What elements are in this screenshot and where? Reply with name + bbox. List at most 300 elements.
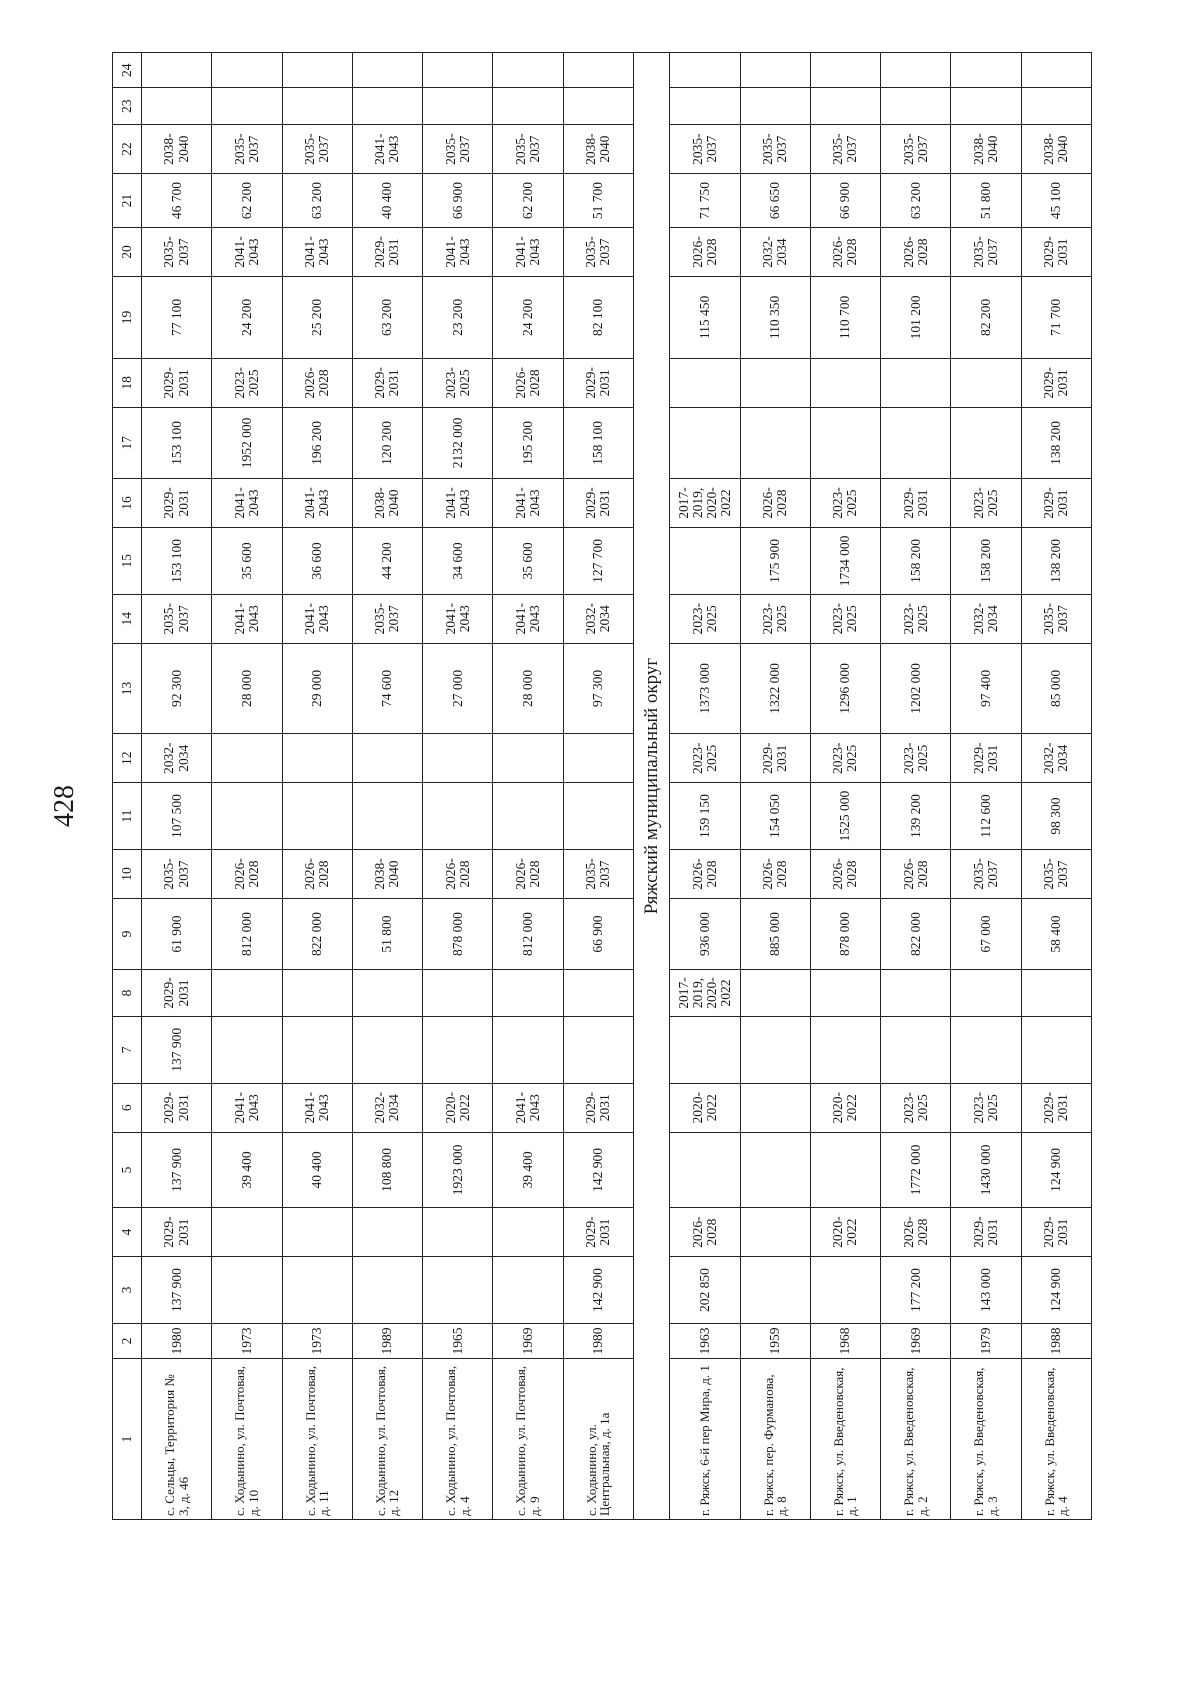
value-cell [810,1017,880,1083]
column-number-17: 17 [113,408,142,479]
address-cell: г. Ряжск, ул. Введеновская, д. 2 [881,1359,951,1520]
value-cell: 24 200 [212,277,282,359]
column-number-1: 1 [113,1359,142,1520]
value-cell: 124 900 [1021,1257,1091,1323]
value-cell: 82 100 [563,277,633,359]
table-row [563,53,633,1520]
value-cell [881,1017,951,1083]
table-row [881,53,951,1520]
value-cell: 2020-2022 [810,1083,880,1132]
value-cell: 2020-2022 [670,1083,740,1132]
value-cell [493,783,563,849]
value-cell: 66 900 [563,899,633,970]
value-cell: 142 900 [563,1257,633,1323]
value-cell: 142 900 [563,1132,633,1207]
value-cell: 2023-2025 [881,734,951,783]
value-cell: 143 000 [951,1257,1021,1323]
value-cell [352,53,422,88]
value-cell: 23 200 [423,277,493,359]
column-number-20: 20 [113,227,142,276]
column-number-12: 12 [113,734,142,783]
value-cell [810,1132,880,1207]
address-cell: с. Ходынино, ул. Почтовая, д. 4 [423,1359,493,1520]
value-cell [951,408,1021,479]
value-cell: 63 200 [282,174,352,228]
column-number-16: 16 [113,478,142,527]
column-number-23: 23 [113,88,142,124]
value-cell [212,969,282,1016]
value-cell [951,358,1021,407]
value-cell: 2041-2043 [423,594,493,643]
value-cell [352,88,422,124]
value-cell: 35 600 [212,528,282,594]
value-cell: 2041-2043 [212,227,282,276]
value-cell [951,53,1021,88]
value-cell: 2029-2031 [1021,1083,1091,1132]
value-cell [282,88,352,124]
value-cell: 159 150 [670,783,740,849]
value-cell: 66 900 [810,174,880,228]
value-cell: 1969 [881,1323,951,1358]
value-cell [212,1207,282,1256]
value-cell: 2041-2043 [352,124,422,173]
value-cell [740,1207,810,1256]
value-cell: 1963 [670,1323,740,1358]
value-cell: 112 600 [951,783,1021,849]
value-cell: 1973 [212,1323,282,1358]
value-cell: 28 000 [493,643,563,733]
value-cell: 158 200 [951,528,1021,594]
value-cell: 2023-2025 [810,594,880,643]
value-cell: 1734 000 [810,528,880,594]
column-number-5: 5 [113,1132,142,1207]
value-cell [493,1257,563,1323]
value-cell: 2035-2037 [563,849,633,898]
value-cell: 124 900 [1021,1132,1091,1207]
value-cell: 24 200 [493,277,563,359]
value-cell: 878 000 [423,899,493,970]
value-cell [881,88,951,124]
value-cell: 2035-2037 [142,227,212,276]
column-number-3: 3 [113,1257,142,1323]
value-cell: 39 400 [212,1132,282,1207]
value-cell [740,1017,810,1083]
address-cell: с. Ходынино, ул. Почтовая, д. 12 [352,1359,422,1520]
value-cell: 2038-2040 [142,124,212,173]
value-cell: 878 000 [810,899,880,970]
value-cell: 2041-2043 [493,1083,563,1132]
column-number-24: 24 [113,53,142,88]
value-cell: 127 700 [563,528,633,594]
value-cell: 2041-2043 [282,478,352,527]
value-cell [810,88,880,124]
rotated-table-container [112,52,1092,1520]
value-cell: 2026-2028 [670,849,740,898]
value-cell: 34 600 [423,528,493,594]
table-row [810,53,880,1520]
value-cell: 2020-2022 [810,1207,880,1256]
value-cell: 27 000 [423,643,493,733]
value-cell: 2026-2028 [670,1207,740,1256]
table-row [493,53,563,1520]
value-cell: 97 400 [951,643,1021,733]
section-row [634,53,670,1520]
value-cell: 44 200 [352,528,422,594]
value-cell [1021,969,1091,1016]
value-cell: 2035-2037 [951,227,1021,276]
value-cell [423,783,493,849]
value-cell [212,1017,282,1083]
value-cell: 2038-2040 [1021,124,1091,173]
value-cell: 67 000 [951,899,1021,970]
value-cell [951,1017,1021,1083]
value-cell: 35 600 [493,528,563,594]
table-body-group-2 [670,53,1092,1520]
value-cell: 25 200 [282,277,352,359]
value-cell [282,1017,352,1083]
value-cell: 2035-2037 [670,124,740,173]
value-cell: 2035-2037 [493,124,563,173]
value-cell: 2026-2028 [740,849,810,898]
value-cell: 82 200 [951,277,1021,359]
value-cell [810,408,880,479]
value-cell [881,408,951,479]
value-cell: 2038-2040 [352,849,422,898]
value-cell: 195 200 [493,408,563,479]
value-cell: 97 300 [563,643,633,733]
value-cell [493,1207,563,1256]
value-cell: 1430 000 [951,1132,1021,1207]
value-cell: 62 200 [212,174,282,228]
value-cell: 92 300 [142,643,212,733]
value-cell: 1969 [493,1323,563,1358]
value-cell [493,734,563,783]
value-cell [423,1017,493,1083]
value-cell [881,969,951,1016]
value-cell: 71 700 [1021,277,1091,359]
value-cell: 2029-2031 [740,734,810,783]
value-cell: 2041-2043 [423,227,493,276]
value-cell: 2032-2034 [951,594,1021,643]
value-cell: 2026-2028 [493,849,563,898]
value-cell: 2029-2031 [1021,478,1091,527]
value-cell: 1525 000 [810,783,880,849]
table-body-group-1 [142,53,634,1520]
value-cell: 1296 000 [810,643,880,733]
column-number-13: 13 [113,643,142,733]
value-cell: 2035-2037 [142,594,212,643]
value-cell: 812 000 [212,899,282,970]
value-cell [810,358,880,407]
value-cell: 40 400 [282,1132,352,1207]
address-cell: г. Ряжск, ул. Введеновская, д. 3 [951,1359,1021,1520]
value-cell: 85 000 [1021,643,1091,733]
value-cell: 63 200 [881,174,951,228]
value-cell: 2026-2028 [740,478,810,527]
value-cell: 2026-2028 [881,227,951,276]
value-cell: 1968 [810,1323,880,1358]
value-cell: 1959 [740,1323,810,1358]
value-cell: 2041-2043 [212,594,282,643]
value-cell: 74 600 [352,643,422,733]
value-cell [563,969,633,1016]
address-cell: г. Ряжск, пер. Фурманова, д. 8 [740,1359,810,1520]
value-cell [142,88,212,124]
value-cell: 115 450 [670,277,740,359]
column-number-18: 18 [113,358,142,407]
value-cell [951,969,1021,1016]
value-cell [740,1132,810,1207]
value-cell [423,734,493,783]
column-number-11: 11 [113,783,142,849]
value-cell: 61 900 [142,899,212,970]
value-cell: 2017-2019, 2020-2022 [670,969,740,1016]
value-cell: 1322 000 [740,643,810,733]
value-cell [282,1257,352,1323]
value-cell: 2017-2019, 2020-2022 [670,478,740,527]
address-cell: с. Ходынино, ул. Центральная, д. 1а [563,1359,633,1520]
value-cell [563,53,633,88]
value-cell: 822 000 [282,899,352,970]
value-cell: 2029-2031 [352,358,422,407]
value-cell [740,1083,810,1132]
value-cell: 153 100 [142,408,212,479]
value-cell: 1952 000 [212,408,282,479]
column-number-4: 4 [113,1207,142,1256]
value-cell [493,969,563,1016]
value-cell [212,53,282,88]
value-cell: 2029-2031 [142,1083,212,1132]
value-cell: 2023-2025 [670,594,740,643]
column-number-10: 10 [113,849,142,898]
address-cell: с. Сельцы, Территория № 3, д. 46 [142,1359,212,1520]
value-cell: 2132 000 [423,408,493,479]
value-cell: 139 200 [881,783,951,849]
column-number-8: 8 [113,969,142,1016]
value-cell: 2041-2043 [282,227,352,276]
address-cell: с. Ходынино, ул. Почтовая, д. 10 [212,1359,282,1520]
value-cell: 158 100 [563,408,633,479]
value-cell: 137 900 [142,1017,212,1083]
value-cell: 137 900 [142,1257,212,1323]
value-cell: 2026-2028 [282,358,352,407]
value-cell: 2029-2031 [881,478,951,527]
column-number-21: 21 [113,174,142,228]
value-cell: 110 350 [740,277,810,359]
value-cell [212,1257,282,1323]
column-number-7: 7 [113,1017,142,1083]
value-cell: 2041-2043 [493,594,563,643]
table-row [1021,53,1091,1520]
value-cell: 2029-2031 [352,227,422,276]
value-cell: 108 800 [352,1132,422,1207]
value-cell: 45 100 [1021,174,1091,228]
value-cell: 885 000 [740,899,810,970]
value-cell [282,734,352,783]
value-cell [352,1017,422,1083]
value-cell: 66 650 [740,174,810,228]
value-cell: 2026-2028 [881,849,951,898]
value-cell: 2041-2043 [212,1083,282,1132]
value-cell [563,783,633,849]
table-row [352,53,422,1520]
table-row [423,53,493,1520]
value-cell [352,783,422,849]
value-cell: 2032-2034 [740,227,810,276]
column-number-2: 2 [113,1323,142,1358]
column-number-6: 6 [113,1083,142,1132]
value-cell: 2041-2043 [493,227,563,276]
value-cell: 71 750 [670,174,740,228]
table-row [142,53,212,1520]
section-title: Ряжский муниципальный округ [634,53,670,1520]
value-cell [282,53,352,88]
value-cell: 58 400 [1021,899,1091,970]
value-cell: 2029-2031 [142,358,212,407]
value-cell: 2020-2022 [423,1083,493,1132]
value-cell: 153 100 [142,528,212,594]
table-row [740,53,810,1520]
address-cell: с. Ходынино, ул. Почтовая, д. 9 [493,1359,563,1520]
value-cell: 1973 [282,1323,352,1358]
value-cell: 51 800 [352,899,422,970]
value-cell: 2023-2025 [670,734,740,783]
value-cell [563,88,633,124]
value-cell: 2023-2025 [740,594,810,643]
value-cell [951,88,1021,124]
value-cell: 2029-2031 [142,478,212,527]
value-cell: 2023-2025 [810,478,880,527]
value-cell [740,1257,810,1323]
value-cell [352,1257,422,1323]
value-cell: 2026-2028 [810,849,880,898]
value-cell: 2035-2037 [951,849,1021,898]
value-cell [212,783,282,849]
value-cell: 101 200 [881,277,951,359]
value-cell: 2035-2037 [810,124,880,173]
value-cell: 1373 000 [670,643,740,733]
value-cell [563,1017,633,1083]
value-cell [881,53,951,88]
value-cell [142,53,212,88]
address-cell: г. Ряжск, 6-й пер Мира, д. 1 [670,1359,740,1520]
value-cell: 2026-2028 [493,358,563,407]
value-cell: 177 200 [881,1257,951,1323]
value-cell: 2023-2025 [423,358,493,407]
value-cell [423,969,493,1016]
address-cell: г. Ряжск, ул. Введеновская, д. 4 [1021,1359,1091,1520]
value-cell [670,53,740,88]
value-cell: 2041-2043 [282,594,352,643]
value-cell: 2029-2031 [951,1207,1021,1256]
value-cell: 110 700 [810,277,880,359]
column-number-row [113,53,142,1520]
value-cell [670,88,740,124]
value-cell [881,358,951,407]
value-cell: 1923 000 [423,1132,493,1207]
value-cell: 2035-2037 [563,227,633,276]
value-cell [212,734,282,783]
value-cell: 2026-2028 [881,1207,951,1256]
value-cell: 1772 000 [881,1132,951,1207]
page-number: 428 [49,785,80,827]
value-cell: 2023-2025 [810,734,880,783]
value-cell: 138 200 [1021,528,1091,594]
column-number-19: 19 [113,277,142,359]
value-cell [810,53,880,88]
value-cell: 1965 [423,1323,493,1358]
value-cell: 2035-2037 [142,849,212,898]
value-cell: 138 200 [1021,408,1091,479]
value-cell [493,53,563,88]
value-cell: 2035-2037 [1021,849,1091,898]
value-cell: 2035-2037 [212,124,282,173]
value-cell [1021,53,1091,88]
value-cell: 2035-2037 [352,594,422,643]
value-cell: 51 700 [563,174,633,228]
value-cell: 2026-2028 [810,227,880,276]
value-cell: 2035-2037 [881,124,951,173]
value-cell: 66 900 [423,174,493,228]
value-cell: 39 400 [493,1132,563,1207]
value-cell: 2029-2031 [142,969,212,1016]
column-number-15: 15 [113,528,142,594]
value-cell [740,53,810,88]
value-cell: 2023-2025 [212,358,282,407]
value-cell [282,1207,352,1256]
value-cell: 36 600 [282,528,352,594]
value-cell [212,88,282,124]
value-cell [670,1132,740,1207]
value-cell [423,1257,493,1323]
value-cell: 936 000 [670,899,740,970]
value-cell: 202 850 [670,1257,740,1323]
value-cell: 51 800 [951,174,1021,228]
value-cell: 29 000 [282,643,352,733]
value-cell [282,969,352,1016]
value-cell: 2041-2043 [493,478,563,527]
value-cell: 1989 [352,1323,422,1358]
value-cell: 98 300 [1021,783,1091,849]
value-cell [352,1207,422,1256]
registry-table [112,52,1092,1520]
value-cell: 2023-2025 [951,1083,1021,1132]
value-cell: 1202 000 [881,643,951,733]
value-cell [493,1017,563,1083]
value-cell: 2032-2034 [142,734,212,783]
value-cell: 2038-2040 [352,478,422,527]
value-cell: 77 100 [142,277,212,359]
value-cell [563,734,633,783]
value-cell: 2035-2037 [740,124,810,173]
value-cell [740,408,810,479]
value-cell [1021,1017,1091,1083]
value-cell: 46 700 [142,174,212,228]
column-number-9: 9 [113,899,142,970]
value-cell: 28 000 [212,643,282,733]
value-cell: 137 900 [142,1132,212,1207]
value-cell [670,1017,740,1083]
value-cell: 822 000 [881,899,951,970]
value-cell: 2029-2031 [1021,1207,1091,1256]
value-cell [282,783,352,849]
value-cell [352,969,422,1016]
value-cell: 107 500 [142,783,212,849]
value-cell: 2032-2034 [563,594,633,643]
value-cell: 2023-2025 [951,478,1021,527]
value-cell: 2023-2025 [881,1083,951,1132]
value-cell: 175 900 [740,528,810,594]
